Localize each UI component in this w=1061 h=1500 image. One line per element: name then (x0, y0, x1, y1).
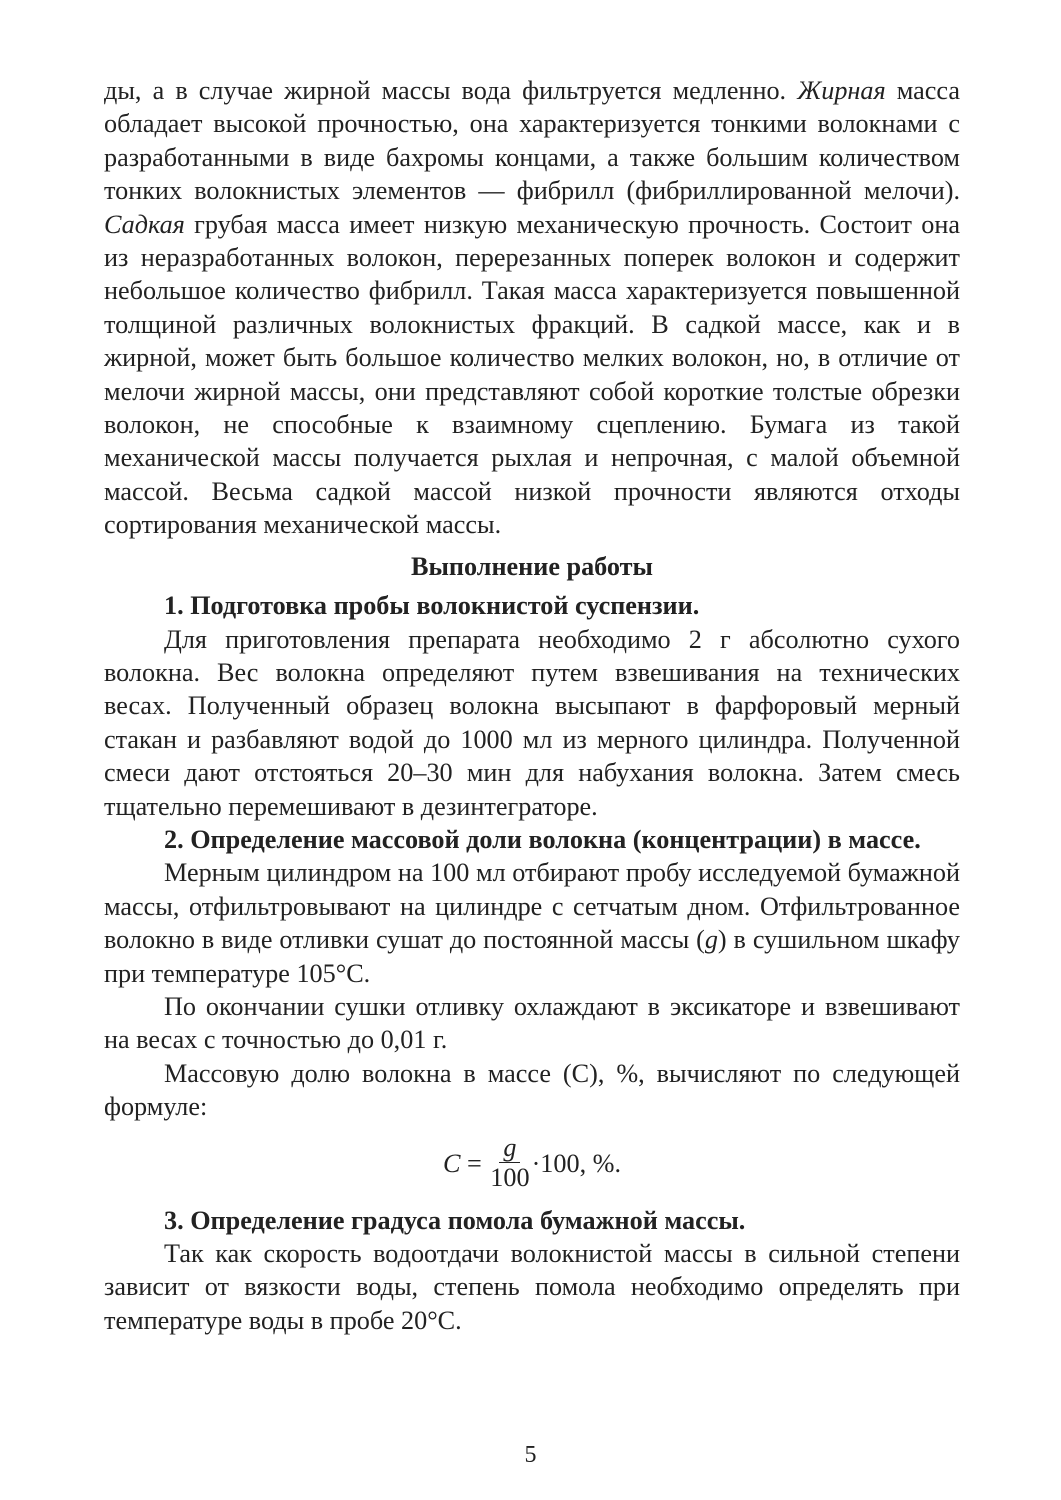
intro-paragraph (104, 74, 960, 542)
step2-text1 (104, 856, 960, 990)
step2-title: 2. Определение массовой доли волокна (концентрации) в массе. (164, 824, 921, 854)
formula-lhs: C (442, 1148, 461, 1178)
step1-title: 1. Подготовка пробы волокнистой суспензии. (164, 591, 700, 621)
term-zhirnaya: Жирная (797, 76, 886, 105)
term-sadkaya: Садкая (104, 209, 185, 239)
text-run: ) в сушильном шкафу при температуре 105°С. (104, 925, 960, 988)
step1-text: Для приготовления препарата необходимо 2 г абсолютно сухого волокна. Вес волокна определяют путем взвешивания на технических весах. Полученный образец волокна высыпают в фарфоровый мерный стакан и разбавляют водой до 1000 мл из мерного цилиндра. Полученной смеси дают отстояться 20–30 мин для набухания волокна. Затем смесь тщательно перемешивают в дезинтеграторе. (104, 624, 960, 821)
formula-rhs: ·100, %. (531, 1148, 622, 1178)
page-number: 5 (524, 1442, 537, 1468)
step2-text2: По окончании сушки отливку охлаждают в эксикаторе и взвешивают на весах с точностью до 0,01 г. (104, 991, 960, 1055)
step2-text3: Массовую долю волокна в массе (С), %, вычисляют по следующей формуле: (104, 1058, 960, 1122)
page-body (104, 74, 960, 1337)
formula-eq: = (460, 1148, 489, 1178)
formula-fraction (490, 1134, 529, 1193)
formula-denominator: 100 (490, 1163, 530, 1193)
text-run: ды, а в случае жирной массы вода фильтруется медленно. (104, 76, 798, 105)
symbol-g: g (704, 925, 718, 955)
step3-title: 3. Определение градуса помола бумажной массы. (164, 1205, 746, 1235)
text-run: масса обладает высокой прочностью, она характеризуется тонкими волокнами с разработанными в виде бахромы концами, а также большим количеством тонких волокнистых элементов — фибрилл (фибриллированной мелочи). (104, 76, 960, 206)
text-run: Мерным цилиндром на 100 мл отбирают пробу исследуемой бумажной массы, отфильтровывают на цилиндре с сетчатым дном. Отфильтрованное волокно в виде отливки сушат до постоянной массы ( (104, 858, 960, 955)
step3-text: Так как скорость водоотдачи волокнистой массы в сильной степени зависит от вязкости воды, степень помола необходимо определять при температуре воды в пробе 20°С. (104, 1239, 960, 1335)
formula-numerator: g (499, 1134, 520, 1163)
formula (104, 1134, 960, 1194)
text-run: грубая масса имеет низкую механическую прочность. Состоит она из неразработанных волокон, перерезанных поперек волокон и содержит небольшое количество фибрилл. Такая масса характеризуется повышенной толщиной различных волокнистых фракций. В садкой массе, как и в жирной, может быть большое количество мелких волокон, но, в отличие от мелочи жирной массы, они представляют собой короткие толстые обрезки волокон, не способные к взаимному сцеплению. Бумага из такой механической массы получается рыхлая и непрочная, с малой объемной массой. Весьма садкой массой низкой прочности являются отходы сортирования механической массы. (104, 209, 960, 540)
section-title: Выполнение работы (411, 551, 653, 581)
